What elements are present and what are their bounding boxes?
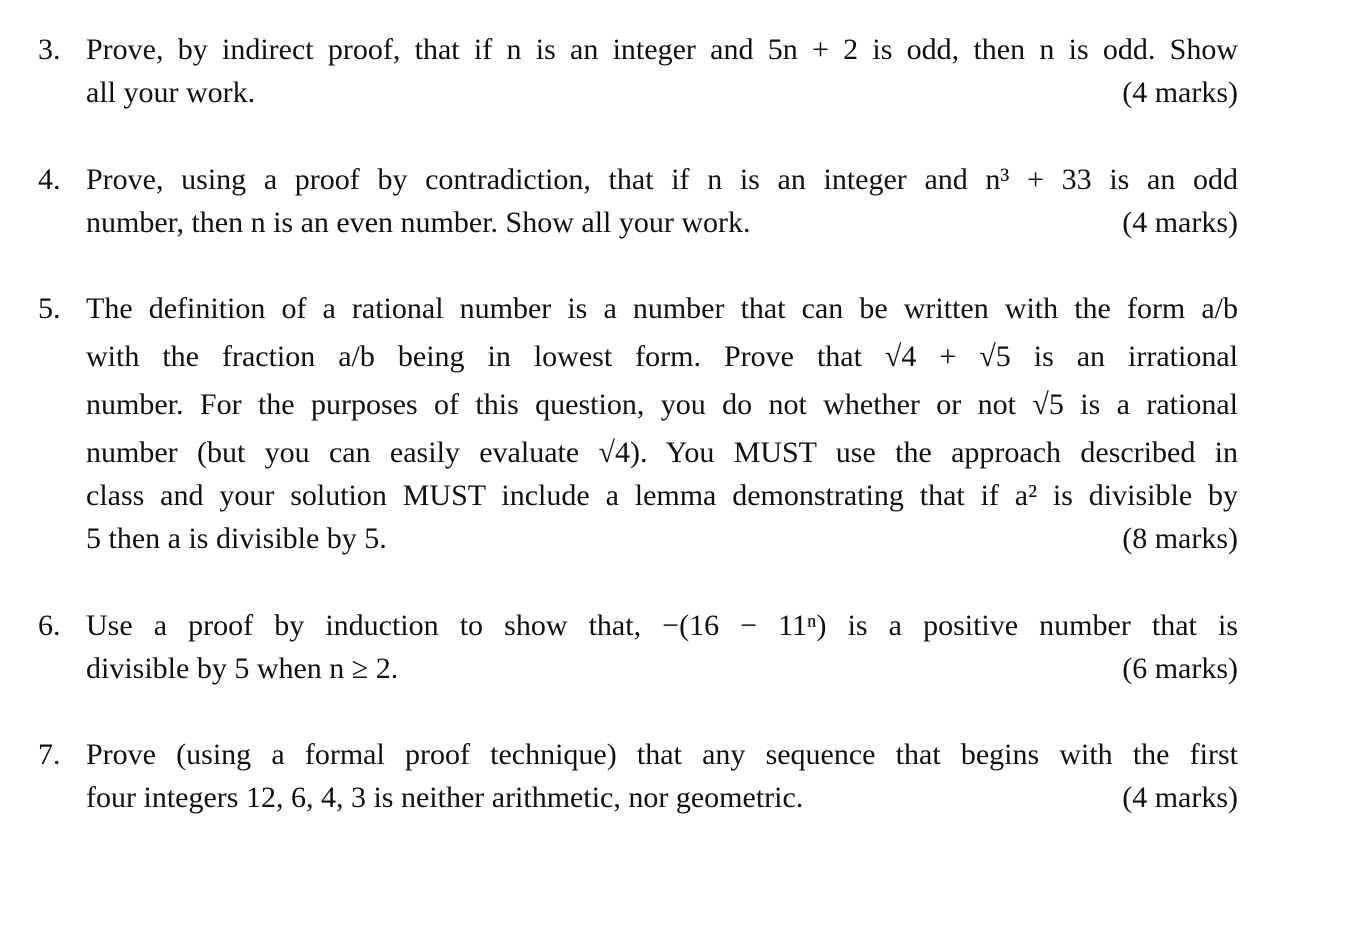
question-line — [38, 294, 1238, 324]
question-text: divisible by 5 when n ≥ 2. — [86, 652, 399, 685]
question-text: number (but you can easily evaluate √4). You MUST use the approach described in — [86, 436, 1238, 469]
question-text: Prove (using a formal proof technique) that any sequence that begins with the first — [86, 738, 1238, 771]
question-5 — [38, 294, 1238, 554]
question-line — [38, 390, 1238, 420]
question-text: all your work. — [86, 76, 256, 109]
question-line — [38, 524, 1238, 554]
question-3 — [38, 35, 1238, 108]
question-text: number. For the purposes of this question, you do not whether or not √5 is a rational — [86, 388, 1238, 421]
question-4 — [38, 165, 1238, 238]
question-text: Prove, using a proof by contradiction, that if n is an integer and n³ + 33 is an odd — [86, 163, 1238, 196]
question-line — [38, 342, 1238, 372]
question-text: four integers 12, 6, 4, 3 is neither arithmetic, nor geometric. — [86, 781, 804, 814]
question-line — [38, 78, 1238, 108]
question-line — [38, 654, 1238, 684]
question-6 — [38, 611, 1238, 684]
marks-label: (8 marks) — [1122, 522, 1238, 555]
question-number: 4. — [38, 163, 61, 196]
question-text: Prove, by indirect proof, that if n is an integer and 5n + 2 is odd, then n is odd. Show — [86, 33, 1238, 66]
question-number: 3. — [38, 33, 61, 66]
marks-label: (4 marks) — [1122, 76, 1238, 109]
question-text: class and your solution MUST include a lemma demonstrating that if a² is divisible by — [86, 479, 1238, 512]
question-text: with the fraction a/b being in lowest form. Prove that √4 + √5 is an irrational — [86, 340, 1238, 373]
question-line — [38, 783, 1238, 813]
question-line — [38, 740, 1238, 770]
question-7 — [38, 740, 1238, 813]
question-text: The definition of a rational number is a number that can be written with the form a/b — [86, 292, 1238, 325]
question-number: 5. — [38, 292, 61, 325]
question-number: 6. — [38, 609, 61, 642]
question-line — [38, 611, 1238, 641]
question-line — [38, 165, 1238, 195]
question-text: 5 then a is divisible by 5. — [86, 522, 387, 555]
marks-label: (4 marks) — [1122, 781, 1238, 814]
question-text: Use a proof by induction to show that, −(16 − 11ⁿ) is a positive number that is — [86, 609, 1238, 642]
question-line — [38, 438, 1238, 468]
question-text: number, then n is an even number. Show all your work. — [86, 206, 751, 239]
question-line — [38, 35, 1238, 65]
question-line — [38, 481, 1238, 511]
marks-label: (6 marks) — [1122, 652, 1238, 685]
question-number: 7. — [38, 738, 61, 771]
question-line — [38, 208, 1238, 238]
marks-label: (4 marks) — [1122, 206, 1238, 239]
